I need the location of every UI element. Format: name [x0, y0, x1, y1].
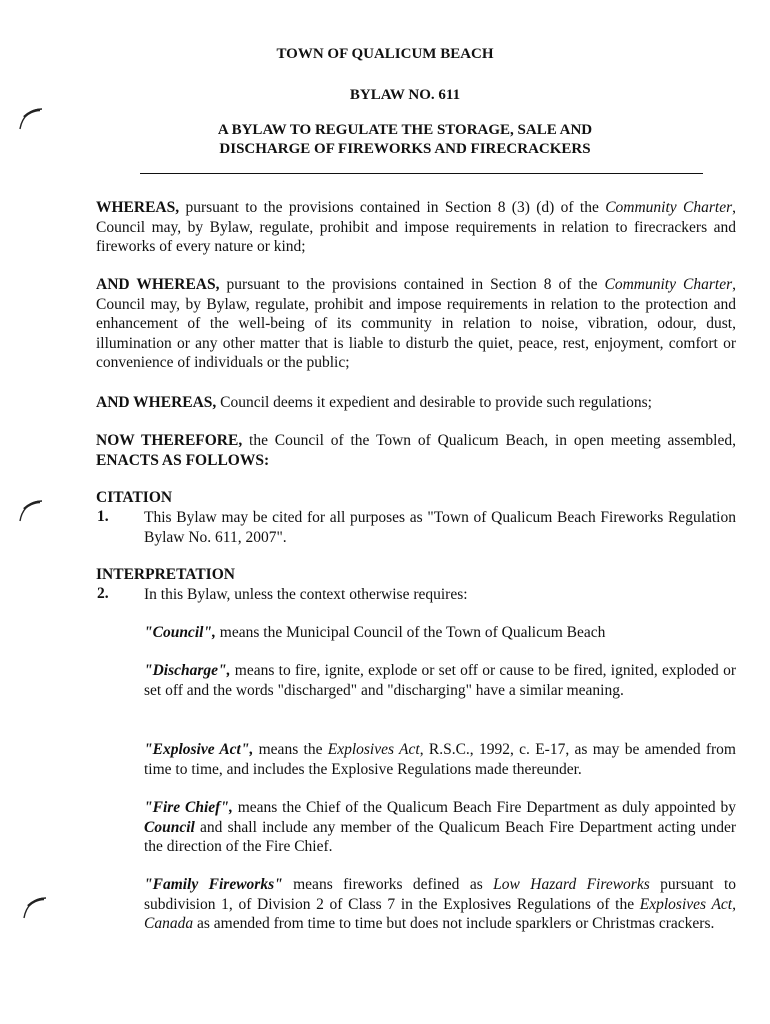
- act-name: Community Charter: [604, 276, 733, 293]
- definition-discharge: [144, 661, 736, 700]
- paragraph-text: , Council may, by Bylaw, regulate, prohibit and impose requirements in relation to the protection and enhancement of the well-being of its community in relation to noise, vibration, odour, dust, illumination or any other matter that is liable to disturb the quiet, peace, rest, enjoyment, comfort or convenience of individuals or the public;: [96, 276, 737, 371]
- defined-term-ref: Council: [144, 818, 195, 836]
- definition-explosive-act: [144, 740, 736, 779]
- bylaw-title-line1: A BYLAW TO REGULATE THE STORAGE, SALE AND: [217, 122, 593, 138]
- paragraph-text: pursuant to the provisions contained in Section 8 of the: [219, 276, 605, 293]
- whereas-paragraph-3: [96, 393, 736, 413]
- definition-text: means to fire, ignite, explode or set off or cause to be fired, ignited, exploded or set off and the words "discharged" and "discharging" have a similar meaning.: [144, 662, 736, 699]
- defined-term: "Family Fireworks": [144, 876, 283, 893]
- interpretation-heading: INTERPRETATION: [96, 566, 235, 583]
- definition-text: as amended from time to time but does not include sparklers or Christmas crackers.: [193, 915, 715, 932]
- definition-text: means the Municipal Council of the Town of Qualicum Beach: [215, 624, 606, 641]
- definition-text: means the Chief of the Qualicum Beach Fire Department as duly appointed by: [232, 799, 737, 816]
- paragraph-text: the Council of the Town of Qualicum Beach, in open meeting assembled,: [242, 432, 736, 449]
- section-number: 2.: [97, 585, 109, 602]
- paragraph-lead: AND WHEREAS,: [96, 394, 217, 411]
- town-name: TOWN OF QUALICUM BEACH: [276, 46, 494, 62]
- now-therefore-paragraph: [96, 431, 736, 470]
- citation-heading: CITATION: [96, 489, 173, 506]
- punch-hole-mark-icon: [16, 495, 46, 525]
- paragraph-lead: AND WHEREAS,: [96, 276, 220, 293]
- title-divider: [140, 173, 703, 174]
- punch-hole-mark-icon: [20, 892, 50, 922]
- act-name: Community Charter: [605, 199, 733, 216]
- act-name: Explosives Act, Canada: [144, 895, 736, 932]
- section-number: 1.: [97, 508, 109, 525]
- definition-text: pursuant to subdivision 1, of Division 2 of Class 7 in the Explosives Regulations of the: [144, 876, 736, 913]
- defined-term: "Explosive Act",: [144, 741, 254, 758]
- act-name: Explosives Act: [327, 741, 420, 758]
- hazard-class: Low Hazard Fireworks: [493, 876, 650, 893]
- enacts-clause: ENACTS AS FOLLOWS:: [96, 451, 270, 469]
- paragraph-text: , Council may, by Bylaw, regulate, prohibit and impose requirements in relation to firecrackers and fireworks of every nature or kind;: [96, 199, 736, 255]
- definition-council: [144, 623, 736, 643]
- defined-term: "Discharge",: [144, 662, 231, 679]
- bylaw-number: BYLAW NO. 611: [349, 87, 461, 103]
- paragraph-lead: WHEREAS,: [96, 199, 180, 216]
- citation-text: This Bylaw may be cited for all purposes as "Town of Qualicum Beach Fireworks Regulation Bylaw No. 611, 2007".: [144, 509, 736, 546]
- defined-term: "Council",: [144, 624, 216, 641]
- paragraph-text: Council deems it expedient and desirable to provide such regulations;: [216, 394, 652, 411]
- interpretation-intro: In this Bylaw, unless the context otherwise requires:: [144, 586, 468, 603]
- whereas-paragraph-1: [96, 198, 736, 257]
- definition-fire-chief: [144, 798, 736, 857]
- definition-text: and shall include any member of the Qualicum Beach Fire Department acting under the direction of the Fire Chief.: [144, 818, 736, 855]
- whereas-paragraph-2: [96, 275, 736, 373]
- definition-family-fireworks: [144, 875, 736, 934]
- definition-text: means fireworks defined as: [282, 876, 494, 893]
- paragraph-text: pursuant to the provisions contained in Section 8 (3) (d) of the: [179, 199, 606, 216]
- definition-text: means the: [253, 741, 328, 758]
- paragraph-lead: NOW THEREFORE,: [96, 432, 243, 449]
- defined-term: "Fire Chief",: [144, 799, 233, 816]
- bylaw-title-line2: DISCHARGE OF FIREWORKS AND FIRECRACKERS: [219, 141, 591, 157]
- definition-text: , R.S.C., 1992, c. E-17, as may be amended from time to time, and includes the Explosive Regulations made thereunder.: [144, 741, 736, 778]
